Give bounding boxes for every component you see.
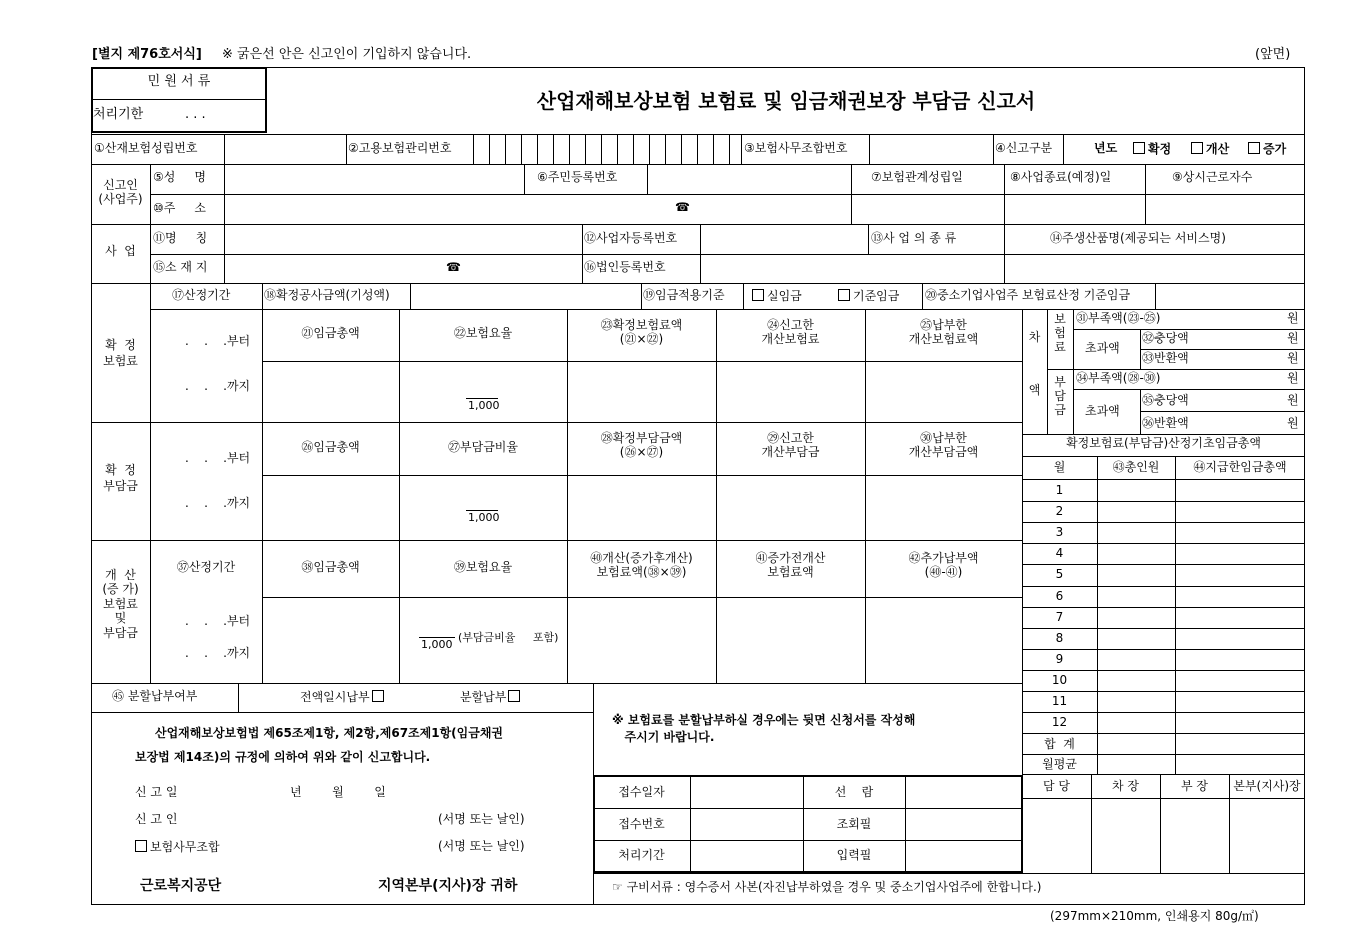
biz-phone-icon: ☎	[446, 260, 461, 274]
label-r32: ㉜충당액	[1142, 331, 1189, 345]
label-f1: ①산재보험성립번호	[94, 141, 198, 155]
cb-from: . . .부터	[185, 451, 251, 465]
cp-from: . . .부터	[185, 334, 251, 348]
label-f18: ⑱확정공사금액(기성액)	[264, 288, 390, 302]
check-estimate[interactable]: 개산	[1191, 142, 1229, 157]
wage-col-paid: ㊹지급한임금총액	[1193, 460, 1287, 474]
input-name[interactable]	[224, 164, 524, 194]
confirm-premium-label: 확 정 보험료	[103, 338, 138, 368]
input-biz-regno[interactable]	[700, 224, 868, 254]
report-date-ymd[interactable]: 년 월 일	[290, 785, 386, 799]
label-f6: ⑥주민등록번호	[537, 170, 618, 184]
check-base-wage[interactable]: 기준임금	[838, 289, 899, 304]
approval-p3: 부 장	[1181, 779, 1208, 793]
label-c28: ㉘확정부담금액 (㉖×㉗)	[600, 431, 683, 459]
deadline-dots: . . .	[185, 107, 206, 122]
check-increase[interactable]: 증가	[1248, 142, 1286, 157]
label-f19: ⑲임금적용기준	[643, 288, 725, 302]
civil-doc-label: 민 원 서 류	[147, 74, 211, 89]
label-f12: ⑫사업자등록번호	[584, 231, 678, 245]
form-notice: ※ 굵은선 안은 신고인이 기입하지 않습니다.	[222, 47, 472, 62]
cp-rate-denom: 1,000	[468, 399, 500, 412]
check-lump-sum[interactable]: 전액일시납부	[300, 690, 387, 705]
wage-month-11: 11	[1051, 694, 1068, 708]
agency-sign-note[interactable]: (서명 또는 날인)	[438, 839, 525, 853]
wage-avg-label: 월평균	[1042, 757, 1077, 771]
cp-to: . . .까지	[185, 379, 251, 393]
input-f1[interactable]	[224, 134, 346, 164]
label-f3: ③보험사무조합번호	[744, 141, 848, 155]
wage-month-9: 9	[1055, 652, 1064, 666]
excess-burden: 초과액	[1085, 404, 1120, 418]
estimate-label: 개 산 (증 가) 보험료 및 부담금	[102, 568, 139, 640]
label-c25: ㉕납부한 개산보험료액	[908, 318, 979, 346]
law-line-1: 산업재해보상보험법 제65조제1항, 제2항,제67조제1항(임금채권	[155, 726, 504, 740]
label-c27: ㉗부담금비율	[448, 440, 518, 454]
input-f3[interactable]	[869, 134, 993, 164]
check-split[interactable]: 분할납부	[460, 690, 523, 705]
won-r36: 원	[1287, 416, 1299, 430]
label-f10: ⑩주 소	[153, 201, 207, 215]
paper-spec: (297mm×210mm, 인쇄용지 80g/㎡)	[1050, 909, 1259, 923]
wage-month-7: 7	[1055, 610, 1064, 624]
wage-month-3: 3	[1055, 525, 1064, 539]
label-f11: ⑪명 칭	[153, 231, 208, 245]
required-docs: ☞ 구비서류 : 영수증서 사본(자진납부하였을 경우 및 중소기업사업주에 한합니다.)	[612, 880, 1042, 894]
label-r31: ㉛부족액(㉓-㉕)	[1076, 311, 1161, 325]
page-side-label: (앞면)	[1255, 47, 1291, 62]
input-c23[interactable]	[567, 362, 716, 422]
won-r32: 원	[1287, 331, 1299, 345]
reporter-label: 신고인 (사업주)	[98, 178, 143, 207]
proc-period-label: 처리기간	[618, 848, 665, 862]
reporter-sign-note[interactable]: (서명 또는 날인)	[438, 812, 525, 826]
input-c21[interactable]	[262, 362, 399, 422]
input-biz-address[interactable]	[224, 254, 582, 283]
label-f7: ⑦보험관계성립일	[871, 170, 963, 184]
business-label: 사 업	[105, 244, 136, 258]
es-rate-note: (부담금비율 포함)	[458, 631, 559, 644]
excess-premium: 초과액	[1085, 341, 1120, 355]
deadline-label: 처리기한	[93, 107, 144, 122]
label-f20: ⑳중소기업사업주 보험료산정 기준임금	[925, 288, 1131, 302]
label-f5: ⑤성 명	[153, 170, 207, 184]
approval-p1: 담 당	[1043, 779, 1070, 793]
label-f17: ⑰산정기간	[172, 288, 231, 302]
recv-date-label: 접수일자	[618, 785, 665, 799]
label-r35: ㉟충당액	[1142, 393, 1189, 407]
cb-rate-denom: 1,000	[468, 511, 500, 524]
label-c23: ㉓확정보험료액 (㉑×㉒)	[600, 318, 683, 346]
label-f16: ⑯법인등록번호	[584, 260, 666, 274]
label-c38: ㊳임금총액	[301, 560, 360, 574]
label-c40: ㊵개산(증가후개산) 보험료액(㊳×㊴)	[590, 551, 693, 579]
wage-month-5: 5	[1055, 567, 1064, 581]
input-done-label: 입력필	[836, 848, 872, 862]
wage-col-count: ㊸총인원	[1112, 460, 1160, 474]
label-c26: ㉖임금총액	[301, 440, 360, 454]
cb-to: . . .까지	[185, 496, 251, 510]
won-r35: 원	[1287, 393, 1299, 407]
label-c22: ㉒보험요율	[453, 326, 513, 340]
wage-month-2: 2	[1055, 504, 1064, 518]
label-c41: ㊶증가전개산 보험료액	[755, 551, 826, 579]
installment-note: ※ 보험료를 분할납부하실 경우에는 뒷면 신청서를 작성해 주시기 바랍니다.	[612, 713, 916, 745]
label-r33: ㉝반환액	[1142, 351, 1189, 365]
input-biz-name[interactable]	[224, 224, 582, 254]
approval-p4: 본부(지사)장	[1233, 779, 1301, 793]
wage-month-4: 4	[1055, 546, 1064, 560]
approval-p2: 차 장	[1112, 779, 1139, 793]
wage-month-1: 1	[1055, 483, 1064, 497]
label-f14: ⑭주생산품명(제공되는 서비스명)	[1050, 231, 1226, 245]
label-f8: ⑧사업종료(예정)일	[1010, 170, 1112, 184]
won-r34: 원	[1287, 371, 1299, 385]
label-f4: ④신고구분	[995, 141, 1053, 155]
label-c45: ㊺ 분할납부여부	[112, 689, 198, 703]
label-r36: ㊱반환액	[1142, 416, 1189, 430]
reporter-sign-label: 신 고 인	[135, 812, 178, 826]
es-to: . . .까지	[185, 646, 251, 660]
check-actual-wage[interactable]: 실임금	[752, 289, 802, 304]
wage-month-12: 12	[1051, 715, 1068, 729]
wage-total-label: 합 계	[1044, 737, 1075, 751]
input-rrn[interactable]	[647, 164, 851, 194]
org-name: 근로복지공단	[140, 878, 222, 894]
label-c37: ㊲산정기간	[176, 560, 236, 574]
label-f13: ⑬사 업 의 종 류	[871, 231, 957, 245]
label-c29: ㉙신고한 개산부담금	[761, 431, 820, 459]
wage-month-10: 10	[1051, 673, 1068, 687]
label-year: 년도	[1094, 141, 1118, 155]
diff-burden-label: 부 담 금	[1054, 375, 1066, 417]
diff-label: 차 액	[1028, 330, 1041, 397]
law-line-2: 보장법 제14조)의 규정에 의하여 위와 같이 신고합니다.	[135, 750, 431, 764]
wage-month-6: 6	[1055, 589, 1064, 603]
recv-no-label: 접수번호	[618, 817, 665, 831]
es-rate-denom: 1,000	[421, 638, 453, 651]
form-number: [별지 제76호서식]	[92, 47, 202, 62]
won-r31: 원	[1287, 311, 1299, 325]
label-f15: ⑮소 재 지	[153, 260, 208, 274]
inquiry-label: 조회필	[836, 817, 872, 831]
addressee: 지역본부(지사)장 귀하	[378, 878, 518, 894]
label-c39: ㊴보험요율	[453, 560, 513, 574]
view-label: 선 람	[834, 785, 874, 799]
check-agency[interactable]: 보험사무조합	[135, 840, 220, 855]
es-from: . . .부터	[185, 614, 251, 628]
label-c24: ㉔신고한 개산보험료	[761, 318, 820, 346]
label-c30: ㉚납부한 개산부담금액	[908, 431, 979, 459]
check-confirm[interactable]: 확정	[1133, 142, 1171, 157]
wage-month-8: 8	[1055, 631, 1064, 645]
diff-premium-label: 보 험 료	[1054, 312, 1066, 354]
phone-icon: ☎	[675, 200, 690, 214]
wage-col-month: 월	[1053, 460, 1066, 474]
wage-table-title: 확정보험료(부담금)산정기초임금총액	[1066, 436, 1261, 450]
label-f2: ②고용보험관리번호	[348, 141, 452, 155]
input-address[interactable]	[224, 194, 851, 224]
report-date-label: 신 고 일	[135, 785, 178, 799]
label-r34: ㉞부족액(㉘-㉚)	[1076, 371, 1161, 385]
form-title: 산업재해보상보험 보험료 및 임금채권보장 부담금 신고서	[536, 89, 1036, 113]
label-c21: ㉑임금총액	[301, 326, 360, 340]
label-c42: ㊷추가납부액 (㊵-㊶)	[908, 551, 979, 579]
confirm-burden-label: 확 정 부담금	[103, 463, 138, 493]
label-f9: ⑨상시근로자수	[1172, 170, 1253, 184]
won-r33: 원	[1287, 351, 1299, 365]
